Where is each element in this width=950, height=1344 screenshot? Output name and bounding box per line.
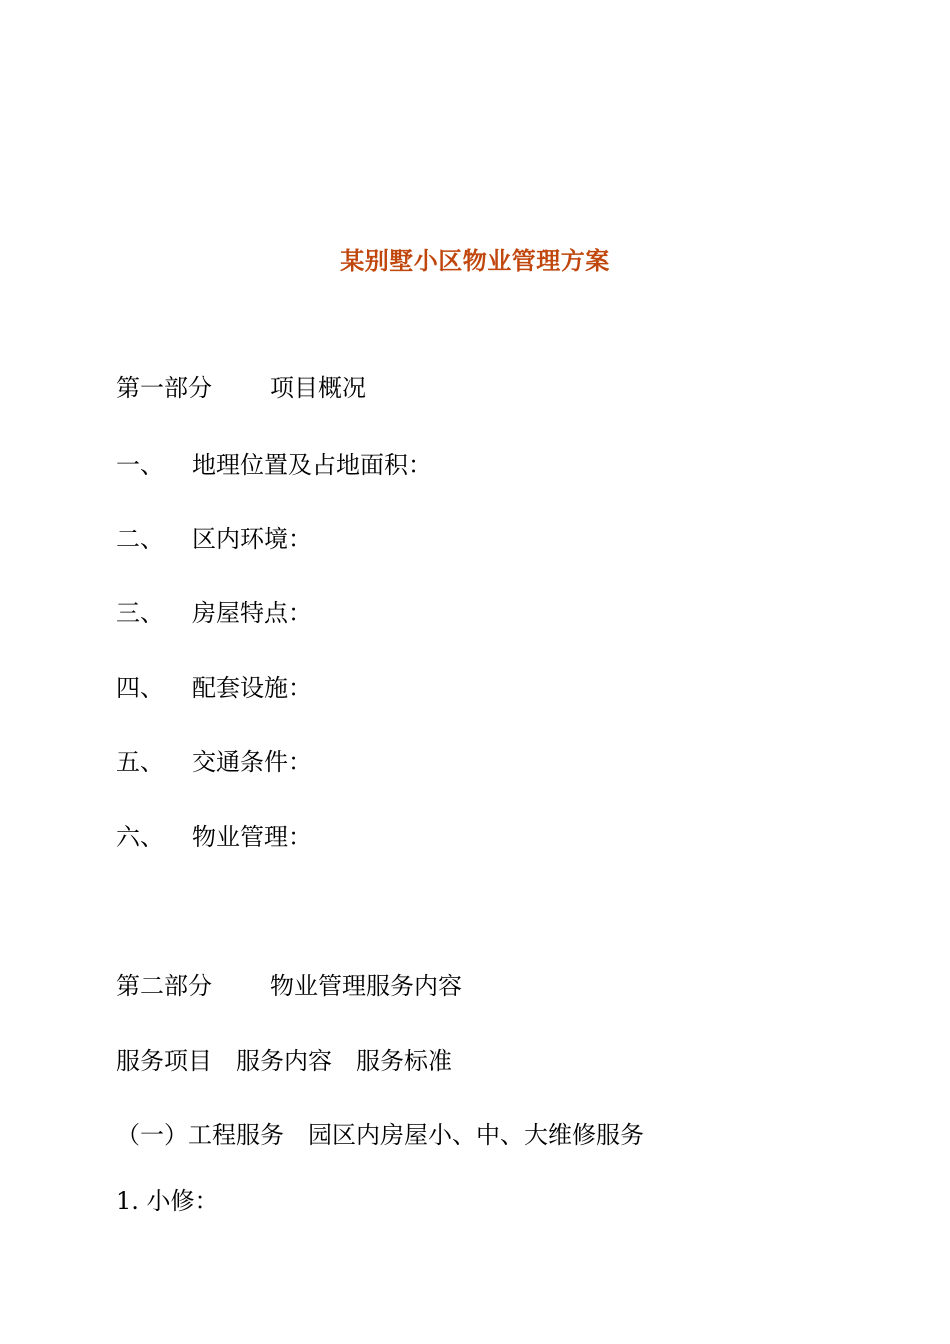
part2-heading: 物业管理服务内容 bbox=[270, 972, 462, 1000]
item-text: 配套设施： bbox=[192, 674, 312, 702]
part2-label: 第二部分 bbox=[116, 972, 212, 1000]
service-row-engineering bbox=[116, 1119, 644, 1151]
part1-heading: 项目概况 bbox=[270, 374, 366, 402]
header-service-content: 服务内容 bbox=[236, 1047, 332, 1075]
part1-item-2 bbox=[116, 523, 312, 555]
header-service-standard: 服务标准 bbox=[356, 1047, 452, 1075]
part1-item-6 bbox=[116, 821, 312, 853]
part2-heading-line bbox=[116, 970, 462, 1002]
item-number: 三、 bbox=[116, 599, 164, 627]
service-table-header bbox=[116, 1045, 452, 1077]
item-number: 二、 bbox=[116, 525, 164, 553]
item-text: 交通条件： bbox=[192, 748, 312, 776]
item-text: 房屋特点： bbox=[192, 599, 312, 627]
part1-item-4 bbox=[116, 672, 312, 704]
item-number: 六、 bbox=[116, 823, 164, 851]
item-number: 一、 bbox=[116, 451, 164, 479]
item-text: 区内环境： bbox=[192, 525, 312, 553]
header-service-item: 服务项目 bbox=[116, 1047, 212, 1075]
item-number: 五、 bbox=[116, 748, 164, 776]
item-number: 四、 bbox=[116, 674, 164, 702]
part1-item-5 bbox=[116, 746, 312, 778]
subsection-minor-repair: 1. 小修： bbox=[116, 1187, 219, 1215]
item-text: 地理位置及占地面积： bbox=[192, 451, 432, 479]
row-service-content: 园区内房屋小、中、大维修服务 bbox=[308, 1121, 644, 1149]
document-title: 某别墅小区物业管理方案 bbox=[340, 246, 610, 275]
row-service-item: （一）工程服务 bbox=[116, 1121, 284, 1149]
part1-item-1 bbox=[116, 449, 432, 481]
part1-heading-line bbox=[116, 372, 366, 404]
part1-label: 第一部分 bbox=[116, 374, 212, 402]
part1-item-3 bbox=[116, 597, 312, 629]
item-text: 物业管理： bbox=[192, 823, 312, 851]
